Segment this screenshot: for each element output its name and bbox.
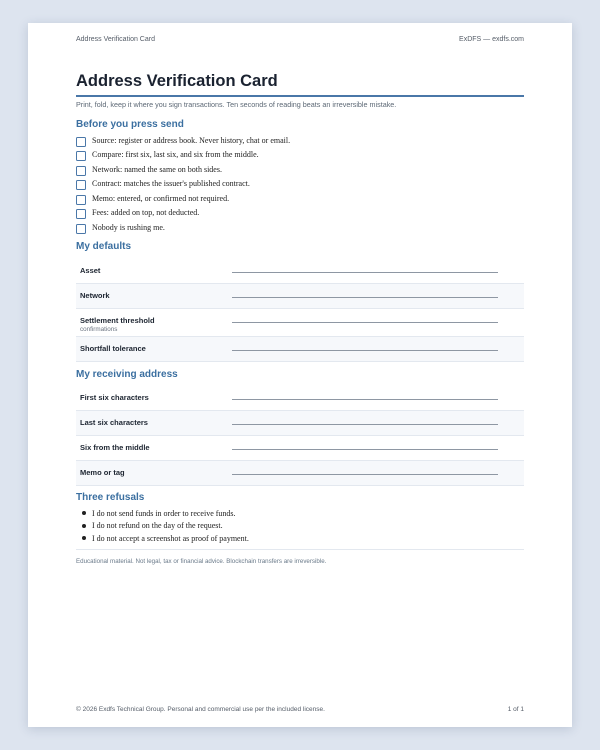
row-hint: confirmations bbox=[80, 326, 118, 333]
checklist-item-text: Contract: matches the issuer's published contract. bbox=[92, 179, 250, 189]
checkbox[interactable] bbox=[76, 137, 86, 147]
row-label: Six from the middle bbox=[80, 443, 150, 452]
defaults-table bbox=[76, 259, 524, 362]
write-in-line[interactable] bbox=[232, 474, 498, 475]
list-item bbox=[76, 507, 249, 520]
refusal-text: I do not accept a screenshot as proof of payment. bbox=[92, 533, 249, 543]
write-in-line[interactable] bbox=[232, 297, 498, 298]
list-item bbox=[76, 520, 249, 533]
checklist-item-text: Memo: entered, or confirmed not required. bbox=[92, 193, 230, 203]
receiving-heading: My receiving address bbox=[76, 369, 178, 380]
checklist-item[interactable] bbox=[76, 133, 290, 148]
document-page bbox=[28, 23, 572, 727]
checkbox[interactable] bbox=[76, 180, 86, 190]
row-label: Shortfall tolerance bbox=[80, 344, 146, 353]
page-number: 1 of 1 bbox=[507, 706, 524, 713]
disclaimer-note: Educational material. Not legal, tax or financial advice. Blockchain transfers are irreversible. bbox=[76, 558, 327, 565]
write-in-line[interactable] bbox=[232, 322, 498, 323]
checklist-item[interactable] bbox=[76, 162, 290, 177]
checkbox[interactable] bbox=[76, 195, 86, 205]
receiving-row-memo[interactable] bbox=[76, 461, 524, 486]
checkbox[interactable] bbox=[76, 151, 86, 161]
refusals-heading: Three refusals bbox=[76, 492, 145, 503]
defaults-row-asset[interactable] bbox=[76, 259, 524, 284]
checkbox[interactable] bbox=[76, 224, 86, 234]
checklist-item[interactable] bbox=[76, 148, 290, 163]
row-label: Memo or tag bbox=[80, 468, 125, 477]
checklist-item[interactable] bbox=[76, 177, 290, 192]
row-label: First six characters bbox=[80, 393, 149, 402]
title-underline bbox=[76, 95, 524, 97]
running-header bbox=[76, 36, 524, 43]
defaults-row-network[interactable] bbox=[76, 284, 524, 309]
receiving-row-first-six[interactable] bbox=[76, 386, 524, 411]
row-label: Settlement threshold bbox=[80, 316, 155, 325]
checklist-item-text: Network: named the same on both sides. bbox=[92, 164, 222, 174]
write-in-line[interactable] bbox=[232, 449, 498, 450]
row-label: Last six characters bbox=[80, 418, 148, 427]
defaults-heading: My defaults bbox=[76, 241, 132, 252]
checklist-item-text: Nobody is rushing me. bbox=[92, 222, 165, 232]
checklist-heading: Before you press send bbox=[76, 119, 184, 130]
receiving-row-middle-six[interactable] bbox=[76, 436, 524, 461]
write-in-line[interactable] bbox=[232, 350, 498, 351]
defaults-row-shortfall-tolerance[interactable] bbox=[76, 337, 524, 362]
bullet-icon bbox=[82, 536, 86, 540]
checkbox[interactable] bbox=[76, 166, 86, 176]
refusal-text: I do not refund on the day of the request. bbox=[92, 521, 223, 531]
checklist-item-text: Fees: added on top, not deducted. bbox=[92, 208, 200, 218]
bullet-icon bbox=[82, 524, 86, 528]
checklist-item[interactable] bbox=[76, 220, 290, 235]
write-in-line[interactable] bbox=[232, 272, 498, 273]
pre-send-checklist bbox=[76, 133, 290, 235]
checklist-item-text: Source: register or address book. Never history, chat or email. bbox=[92, 135, 291, 145]
divider bbox=[76, 549, 524, 550]
receiving-row-last-six[interactable] bbox=[76, 411, 524, 436]
row-label: Network bbox=[80, 291, 110, 300]
page-title: Address Verification Card bbox=[76, 72, 278, 90]
checklist-item[interactable] bbox=[76, 206, 290, 221]
bullet-icon bbox=[82, 511, 86, 515]
checklist-item-text: Compare: first six, last six, and six from the middle. bbox=[92, 150, 259, 160]
checkbox[interactable] bbox=[76, 209, 86, 219]
page-footer bbox=[76, 706, 524, 713]
footer-copyright: © 2026 Exdfs Technical Group. Personal and commercial use per the included license. bbox=[76, 706, 325, 713]
header-doc-name: Address Verification Card bbox=[76, 36, 155, 43]
row-label: Asset bbox=[80, 266, 101, 275]
receiving-table bbox=[76, 386, 524, 486]
refusals-list bbox=[76, 507, 249, 545]
defaults-row-settlement-threshold[interactable] bbox=[76, 309, 524, 337]
page-subtitle: Print, fold, keep it where you sign transactions. Ten seconds of reading beats an irreversible mistake. bbox=[76, 100, 397, 109]
refusal-text: I do not send funds in order to receive funds. bbox=[92, 508, 236, 518]
list-item bbox=[76, 532, 249, 545]
header-brand: ExDFS — exdfs.com bbox=[459, 36, 524, 43]
write-in-line[interactable] bbox=[232, 399, 498, 400]
checklist-item[interactable] bbox=[76, 191, 290, 206]
write-in-line[interactable] bbox=[232, 424, 498, 425]
